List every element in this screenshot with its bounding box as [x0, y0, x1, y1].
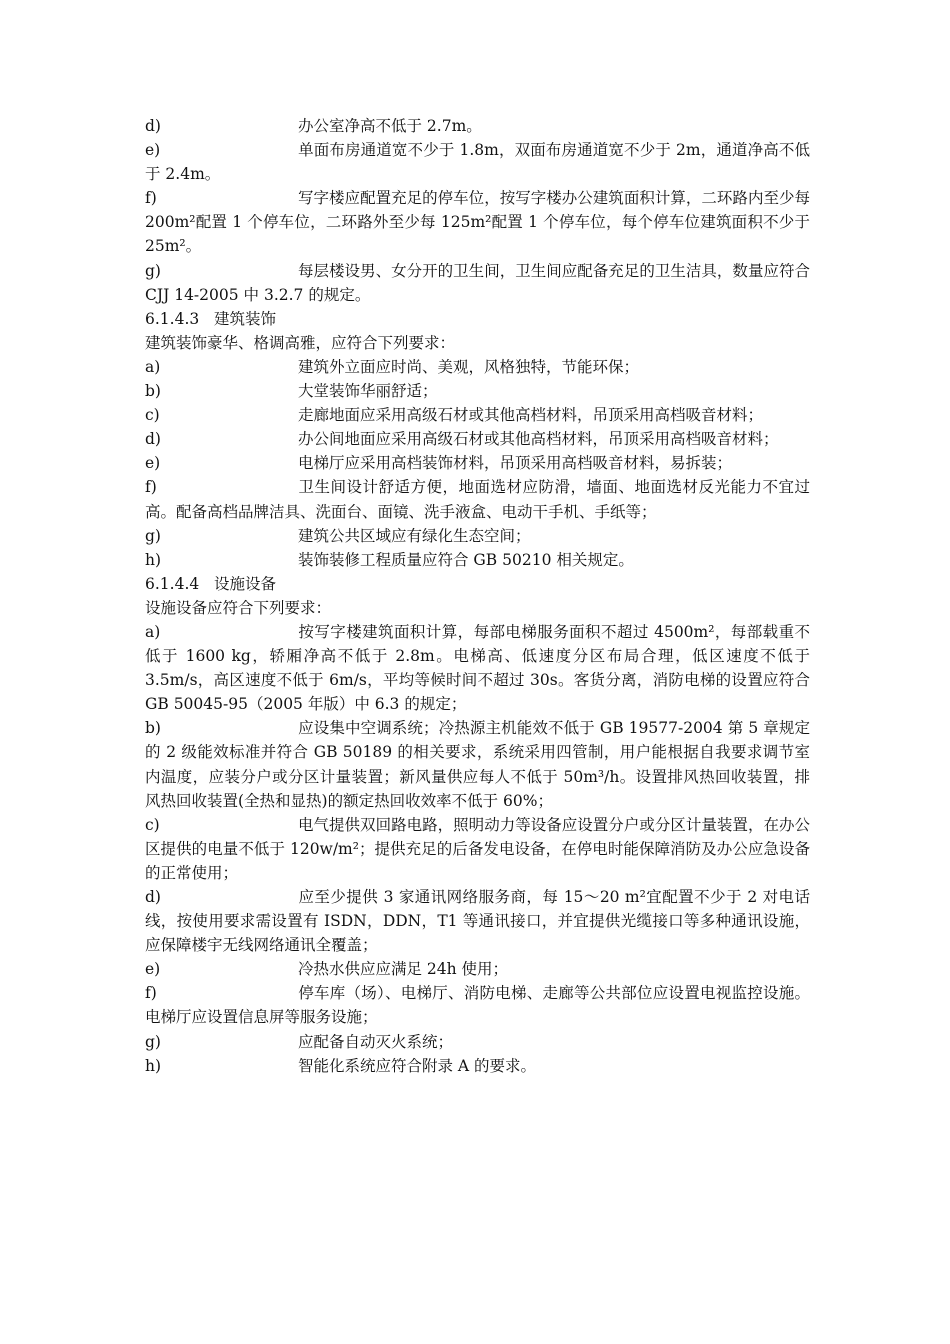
- item-text: 电梯厅应采用高档装饰材料，吊顶采用高档吸音材料，易拆装；: [298, 454, 733, 473]
- item-text: 大堂装饰华丽舒适；: [298, 382, 438, 401]
- item-label: a): [145, 357, 161, 376]
- list-item: [145, 885, 810, 957]
- item-text: 按写字楼建筑面积计算，每部电梯服务面积不超过 4500m²，每部载重不低于 1600 kg，轿厢净高不低于 2.8m。电梯高、低速度分区布局合理，低区速度不低于 3.5m/s，高区速度不低于 6m/s，平均等候时间不超过 30s。客货分离，消防电梯的设置应符合 GB 50045-95（2005 年版）中 6.3 的规定；: [145, 622, 810, 714]
- item-text: 应至少提供 3 家通讯网络服务商，每 15～20 m²宜配置不少于 2 对电话线，按使用要求需设置有 ISDN，DDN，T1 等通讯接口，并宜提供光缆接口等多种通讯设施，应保障楼宇无线网络通讯全覆盖；: [145, 888, 810, 955]
- list-item: [145, 1030, 810, 1054]
- list-item: [145, 620, 810, 716]
- section-intro: 建筑装饰豪华、格调高雅，应符合下列要求：: [145, 333, 456, 352]
- list-item: [145, 524, 810, 548]
- item-text: 单面布房通道宽不少于 1.8m，双面布房通道宽不少于 2m，通道净高不低于 2.4m。: [145, 141, 810, 184]
- list-item: [145, 355, 810, 379]
- item-text: 建筑公共区域应有绿化生态空间；: [298, 526, 531, 545]
- section3-list: [145, 355, 810, 572]
- section-heading: 6.1.4.3 建筑装饰: [145, 309, 277, 328]
- list-item: [145, 813, 810, 885]
- section-intro: 设施设备应符合下列要求：: [145, 598, 332, 617]
- item-label: g): [145, 1032, 161, 1051]
- list-item: [145, 427, 810, 451]
- item-label: b): [145, 719, 161, 738]
- item-text: 电气提供双回路电路，照明动力等设备应设置分户或分区计量装置，在办公区提供的电量不低于 120w/m²；提供充足的后备发电设备，在停电时能保障消防及办公应急设备的正常使用；: [145, 815, 810, 882]
- section-heading: 6.1.4.4 设施设备: [145, 574, 277, 593]
- list-item: [145, 186, 810, 258]
- list-item: [145, 1054, 810, 1078]
- item-label: g): [145, 526, 161, 545]
- item-label: h): [145, 1056, 162, 1075]
- item-text: 办公间地面应采用高级石材或其他高档材料，吊顶采用高档吸音材料；: [298, 430, 779, 449]
- list-item: [145, 981, 810, 1029]
- item-label: a): [145, 622, 161, 641]
- list-item: [145, 475, 810, 523]
- item-label: f): [145, 478, 157, 497]
- item-label: e): [145, 960, 161, 979]
- list-item: [145, 957, 810, 981]
- list-item: [145, 138, 810, 186]
- item-text: 办公室净高不低于 2.7m。: [298, 117, 482, 135]
- item-text: 每层楼设男、女分开的卫生间，卫生间应配备充足的卫生洁具，数量应符合 CJJ 14-2005 中 3.2.7 的规定。: [145, 261, 810, 304]
- item-label: b): [145, 382, 161, 401]
- item-label: e): [145, 141, 161, 160]
- item-label: e): [145, 454, 161, 473]
- item-text: 走廊地面应采用高级石材或其他高档材料，吊顶采用高档吸音材料；: [298, 406, 764, 425]
- item-label: c): [145, 406, 160, 425]
- item-text: 卫生间设计舒适方便，地面选材应防滑，墙面、地面选材反光能力不宜过高。配备高档品牌洁具、洗面台、面镜、洗手液盒、电动干手机、手纸等；: [145, 478, 810, 521]
- section4-list: [145, 620, 810, 1078]
- item-text: 冷热水供应应满足 24h 使用；: [298, 960, 509, 979]
- partA-list: [145, 114, 810, 307]
- item-text: 停车库（场）、电梯厅、消防电梯、走廊等公共部位应设置电视监控设施。电梯厅应设置信息屏等服务设施；: [145, 984, 810, 1027]
- item-text: 应设集中空调系统；冷热源主机能效不低于 GB 19577-2004 第 5 章规定的 2 级能效标准并符合 GB 50189 的相关要求，系统采用四管制，用户能根据自我要求调节室内温度，应装分户或分区计量装置；新风量供应每人不低于 50m³/h。设置排风热回收装置，排风热回收装置(全热和显热)的额定热回收效率不低于 60%；: [145, 719, 810, 810]
- item-label: d): [145, 430, 161, 449]
- item-label: f): [145, 984, 157, 1003]
- list-item: [145, 114, 810, 138]
- item-label: g): [145, 261, 161, 280]
- list-item: [145, 451, 810, 475]
- item-label: f): [145, 189, 157, 208]
- item-label: c): [145, 815, 160, 834]
- list-item: [145, 716, 810, 812]
- item-text: 装饰装修工程质量应符合 GB 50210 相关规定。: [298, 550, 634, 569]
- list-item: [145, 379, 810, 403]
- item-text: 智能化系统应符合附录 A 的要求。: [298, 1056, 537, 1075]
- item-text: 建筑外立面应时尚、美观，风格独特，节能环保；: [298, 357, 640, 376]
- item-text: 应配备自动灭火系统；: [298, 1032, 454, 1051]
- list-item: [145, 548, 810, 572]
- list-item: [145, 259, 810, 307]
- item-label: d): [145, 117, 161, 135]
- item-label: d): [145, 888, 161, 906]
- list-item: [145, 403, 810, 427]
- item-label: h): [145, 550, 162, 569]
- item-text: 写字楼应配置充足的停车位，按写字楼办公建筑面积计算，二环路内至少每 200m²配置 1 个停车位，二环路外至少每 125m²配置 1 个停车位，每个停车位建筑面积不少于 25m²。: [145, 189, 810, 256]
